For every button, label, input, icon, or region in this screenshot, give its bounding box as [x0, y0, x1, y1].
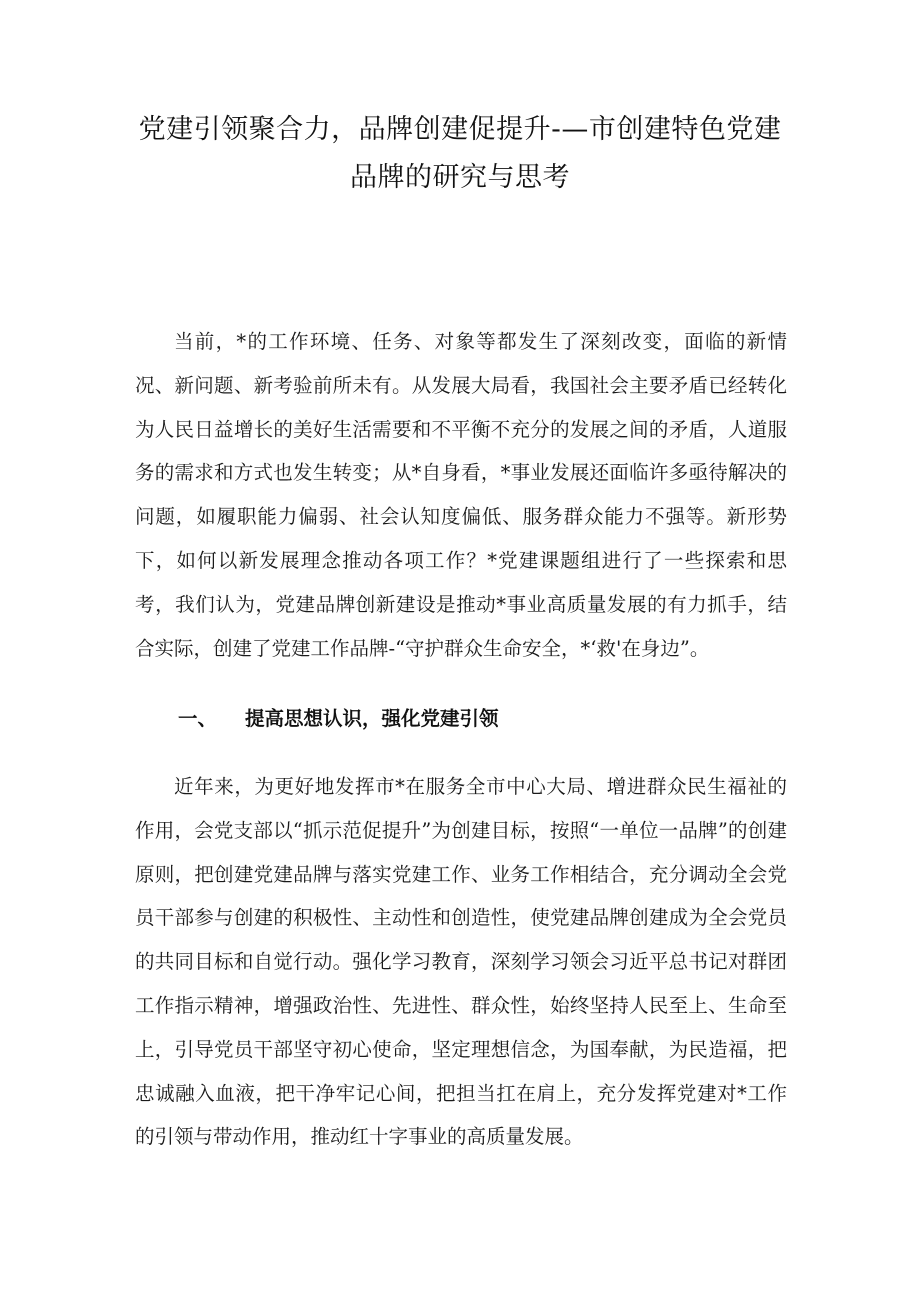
- paragraph-intro: 当前，*的工作环境、任务、对象等都发生了深刻改变，面临的新情况、新问题、新考验前所未有。从发展大局看，我国社会主要矛盾已经转化为人民日益增长的美好生活需要和不平衡不充分的发展之间的矛盾，人道服务的需求和方式也发生转变；从*自身看，*事业发展还面临许多亟待解决的问题，如履职能力偏弱、社会认知度偏低、服务群众能力不强等。新形势下，如何以新发展理念推动各项工作？*党建课题组进行了一些探索和思考，我们认为，党建品牌创新建设是推动*事业高质量发展的有力抓手，结合实际，创建了党建工作品牌-“守护群众生命安全，*‘救'在身边”。: [135, 330, 787, 660]
- paragraph-section-1: 近年来，为更好地发挥市*在服务全市中心大局、增进群众民生福祉的作用，会党支部以“抓示范促提升”为创建目标，按照“一单位一品牌”的创建原则，把创建党建品牌与落实党建工作、业务工作相结合，充分调动全会党员干部参与创建的积极性、主动性和创造性，使党建品牌创建成为全会党员的共同目标和自觉行动。强化学习教育，深刻学习领会习近平总书记对群团工作指示精神，增强政治性、先进性、群众性，始终坚持人民至上、生命至上，引导党员干部坚守初心使命，坚定理想信念，为国奉献，为民造福，把忠诚融入血液，把干净牢记心间，把担当扛在肩上，充分发挥党建对*工作的引领与带动作用，推动红十字事业的高质量发展。: [135, 775, 787, 1149]
- section-heading-1: [178, 706, 499, 732]
- document-title-line-2: 品牌的研究与思考: [350, 162, 570, 193]
- section-title: 提高思想认识，强化党建引领: [245, 707, 499, 730]
- document-title-line-1: 党建引领聚合力，品牌创建促提升-—市创建特色党建: [138, 114, 782, 145]
- section-number: 一、: [178, 707, 218, 730]
